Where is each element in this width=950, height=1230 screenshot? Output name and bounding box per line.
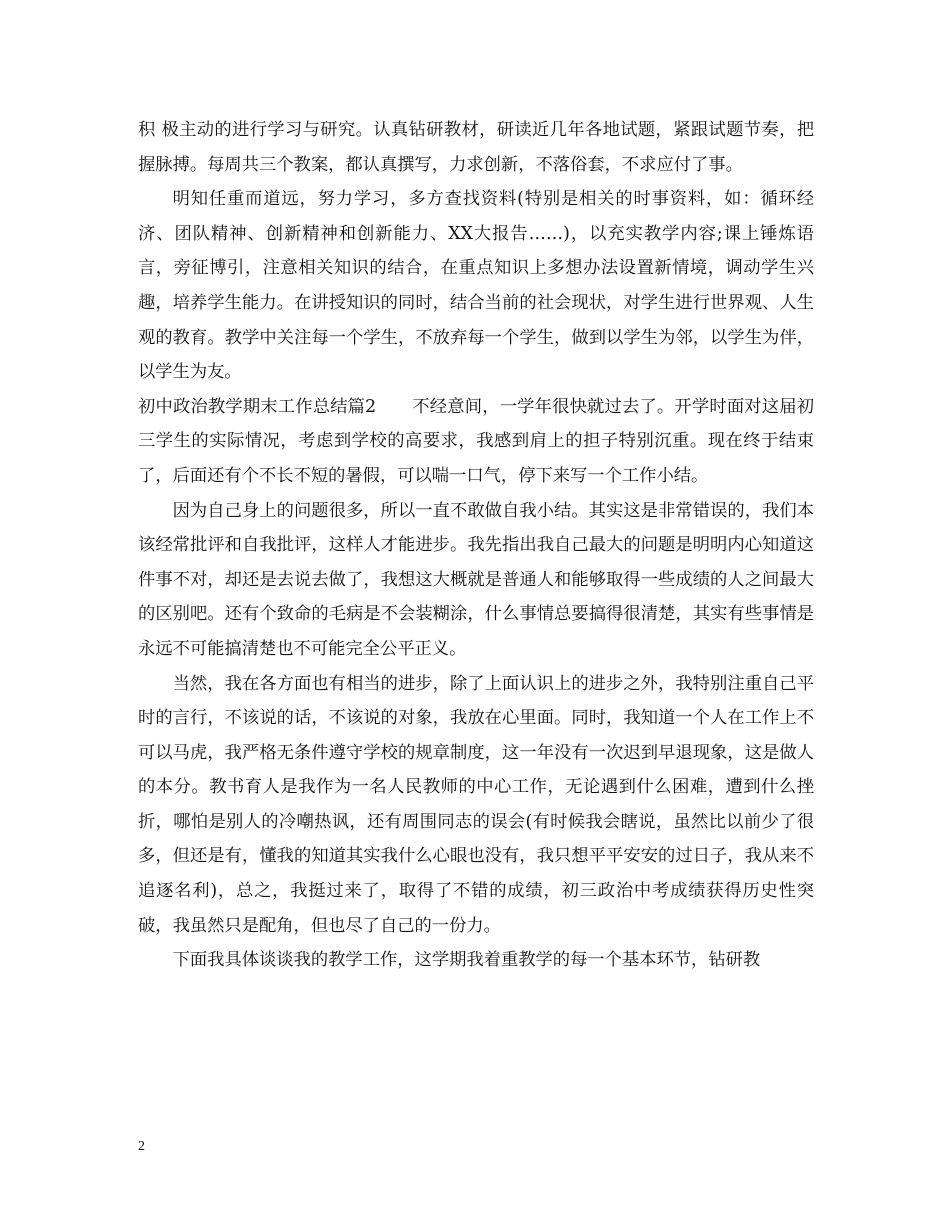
- paragraph-3: [138, 390, 814, 494]
- paragraph-5: [138, 667, 814, 944]
- paragraph-text: 当然，我在各方面也有相当的进步，除了上面认识上的进步之外，我特别注重自己平时的言行，不该说的话，不该说的对象，我放在心里面。同时，我知道一个人在工作上不可以马虎，我严格无条件遵守学校的规章制度，这一年没有一次迟到早退现象，这是做人的本分。教书育人是我作为一名人民教师的中心工作，无论遇到什么困难，遭到什么挫折，哪怕是别人的冷嘲热讽，还有周围同志的误会(有时候我会瞎说，虽然比以前少了很多，但还是有，懂我的知道其实我什么心眼也没有，我只想平平安安的过日子，我从来不追逐名利)，总之，我挺过来了，取得了不错的成绩，初三政治中考成绩获得历史性突破，我虽然只是配角，但也尽了自己的一份力。: [138, 673, 814, 936]
- paragraph-1: [138, 113, 814, 182]
- page-number: 2: [138, 1139, 145, 1154]
- section-heading: 初中政治教学期末工作总结篇2: [138, 396, 377, 417]
- document-body: [138, 113, 814, 978]
- paragraph-text: 下面我具体谈谈我的教学工作，这学期我着重教学的每一个基本环节，钻研教: [172, 950, 761, 971]
- paragraph-text: 不经意间，一学年很快就过去了。开学时面对这届初三学生的实际情况，考虑到学校的高要求，我感到肩上的担子特别沉重。现在终于结束了，后面还有个不长不短的暑假，可以喘一口气，停下来写一个工作小结。: [138, 396, 814, 486]
- paragraph-text: 积 极主动的进行学习与研究。认真钻研教材，研读近几年各地试题，紧跟试题节奏，把握脉搏。每周共三个教案，都认真撰写，力求创新，不落俗套，不求应付了事。: [138, 120, 814, 175]
- paragraph-text: 因为自己身上的问题很多，所以一直不敢做自我小结。其实这是非常错误的，我们本该经常批评和自我批评，这样人才能进步。我先指出我自己最大的问题是明明内心知道这件事不对，却还是去说去做了，我想这大概就是普通人和能够取得一些成绩的人之间最大的区别吧。还有个致命的毛病是不会装糊涂，什么事情总要搞得很清楚，其实有些事情是永远不可能搞清楚也不可能完全公平正义。: [138, 500, 814, 659]
- paragraph-text: 明知任重而道远，努力学习，多方查找资料(特别是相关的时事资料，如：循环经济、团队精神、创新精神和创新能力、XX大报告……)，以充实教学内容;课上锤炼语言，旁征博引，注意相关知识的结合，在重点知识上多想办法设置新情境，调动学生兴趣，培养学生能力。在讲授知识的同时，结合当前的社会现状，对学生进行世界观、人生观的教育。教学中关注每一个学生，不放弃每一个学生，做到以学生为邻，以学生为伴，以学生为友。: [138, 189, 814, 383]
- paragraph-6: [138, 943, 814, 978]
- paragraph-2: [138, 182, 814, 390]
- paragraph-4: [138, 494, 814, 667]
